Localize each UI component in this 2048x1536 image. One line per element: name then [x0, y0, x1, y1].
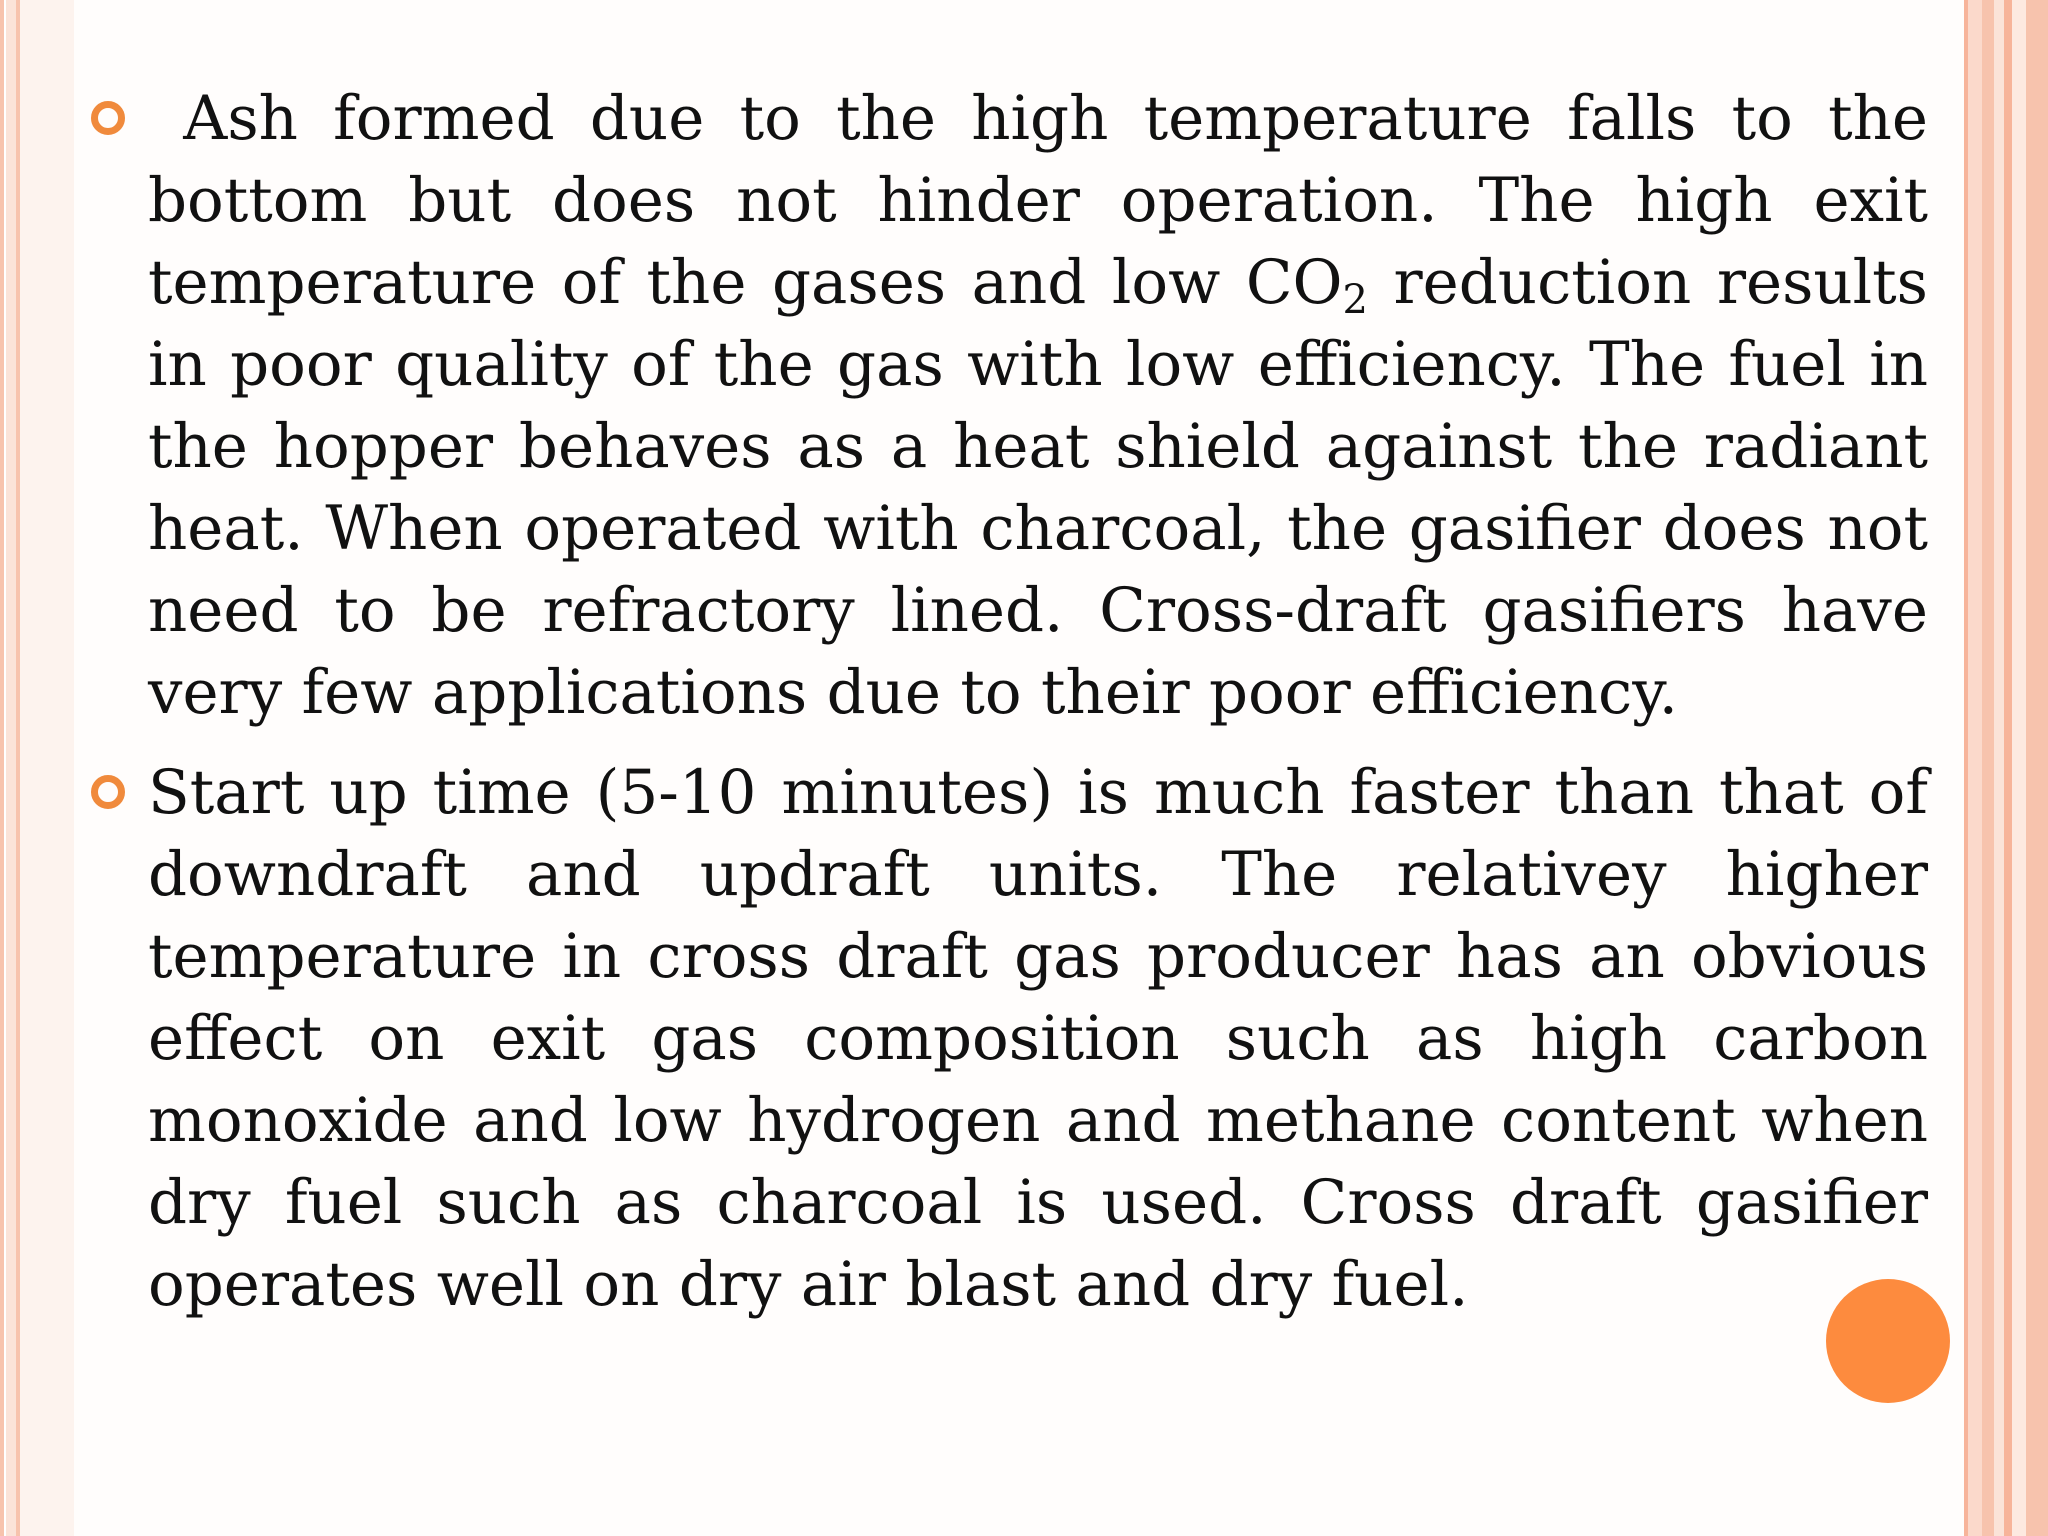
bullet-text-part: reduction results in poor quality of the gas with low efficiency. The fuel in the hopper behaves as a heat shield against the radiant heat. When operated with charcoal, the gasifier does not need to be refractory lined. Cross-draft gasifiers have very few applications due to their poor efficiency. — [148, 247, 1928, 728]
right-border-stripe — [1968, 0, 1982, 1536]
right-border-stripe — [2012, 0, 2026, 1536]
subscript-two: 2 — [1342, 277, 1368, 323]
bullet-paragraph-ash — [148, 78, 1928, 734]
bullet-circle-icon — [91, 775, 125, 809]
left-border-stripe — [6, 0, 16, 1536]
bullet-paragraph-startup — [148, 752, 1928, 1326]
bullet-circle-icon — [91, 101, 125, 135]
right-border-stripe — [2026, 0, 2048, 1536]
bullet-text-part: Ash formed due to the high temperature falls to the bottom but does not hinder operation. The high exit temperature of the gases and low CO — [148, 83, 1928, 318]
left-border-stripe — [20, 0, 74, 1536]
right-border-stripe — [1982, 0, 1994, 1536]
right-border-stripe — [2004, 0, 2012, 1536]
right-border-stripe — [1994, 0, 2004, 1536]
left-border-stripe — [0, 0, 4, 1536]
orange-circle-decoration — [1826, 1279, 1950, 1403]
bullet-text: Start up time (5-10 minutes) is much faster than that of downdraft and updraft units. The relativey higher temperature in cross draft gas producer has an obvious effect on exit gas composition such as high carbon monoxide and low hydrogen and methane content when dry fuel such as charcoal is used. Cross draft gasifier operates well on dry air blast and dry fuel. — [148, 757, 1928, 1320]
